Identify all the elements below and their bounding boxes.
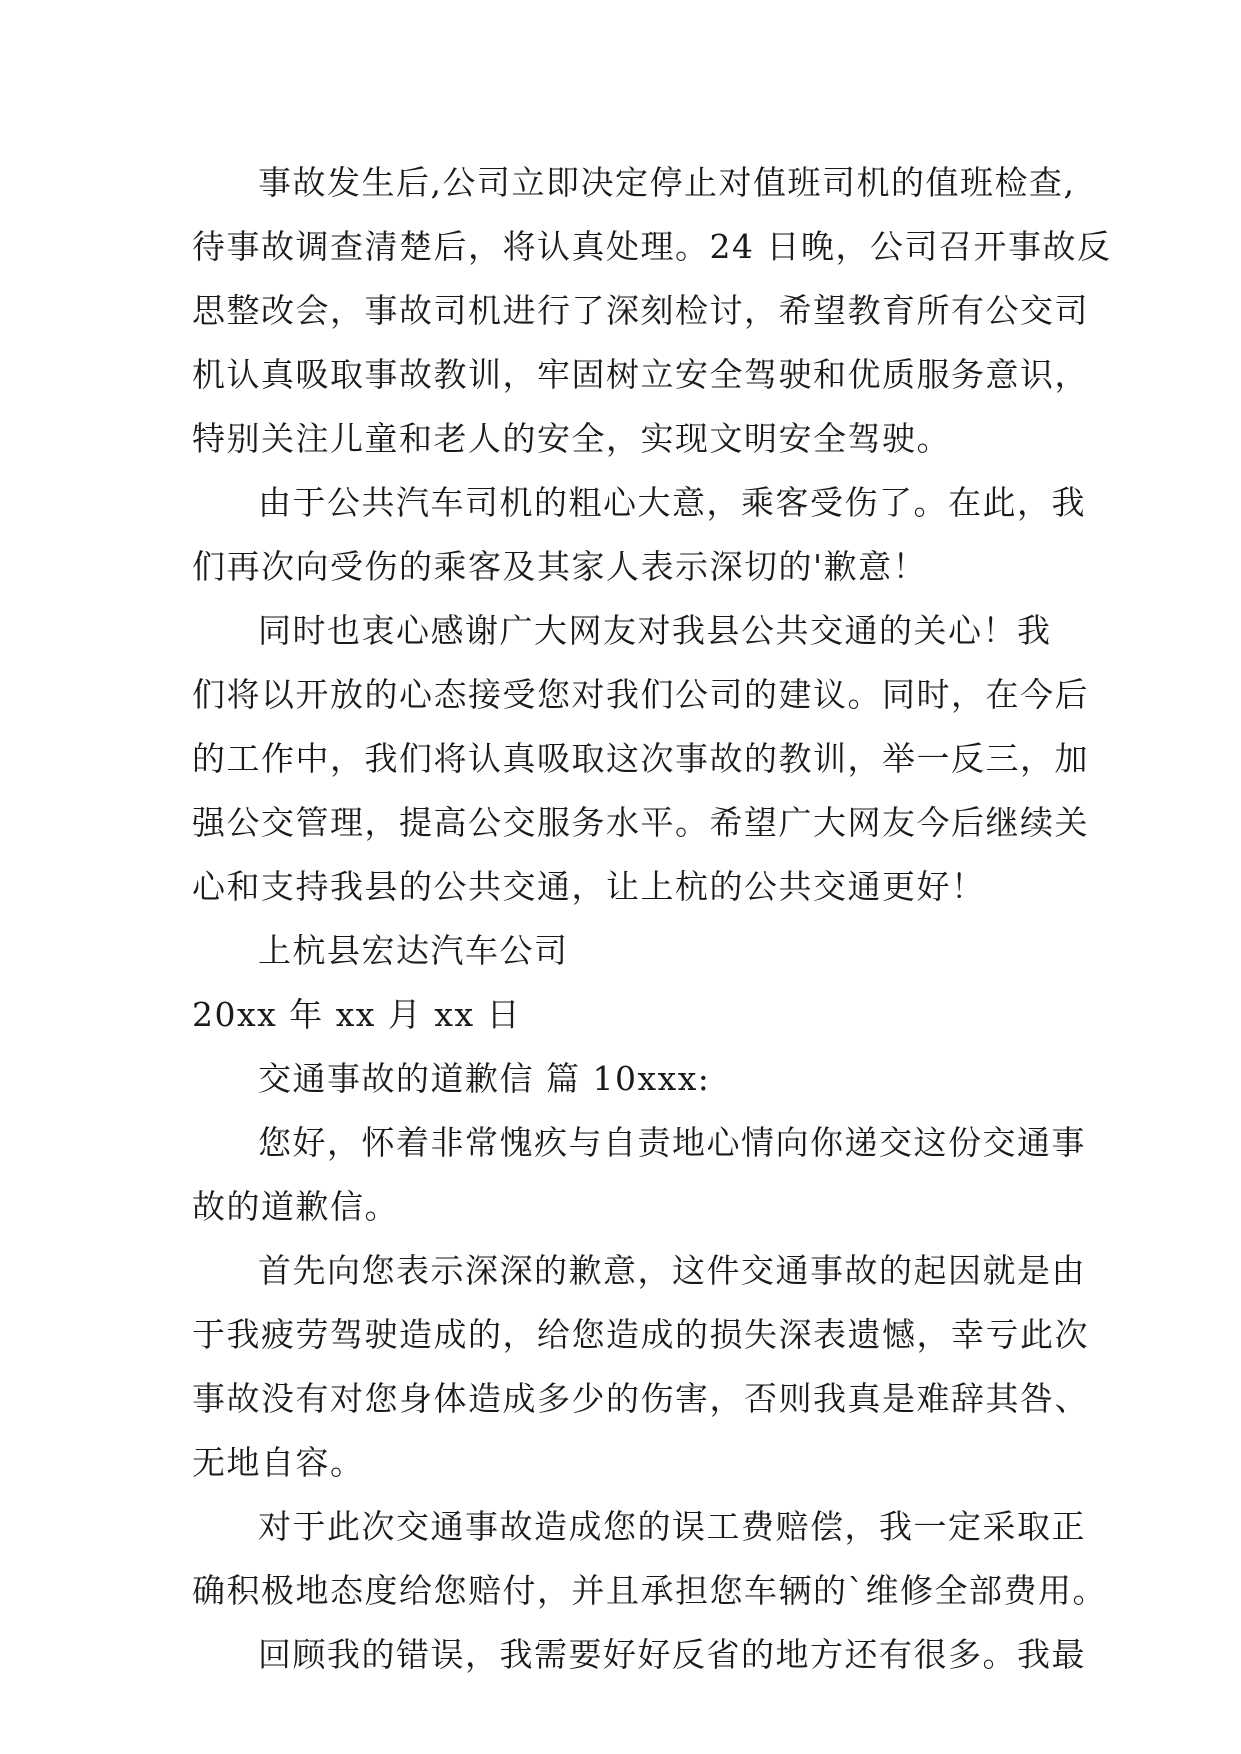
text-line: 的工作中，我们将认真吸取这次事故的教训，举一反三，加 bbox=[192, 739, 1089, 778]
text-line: 们将以开放的心态接受您对我们公司的建议。同时，在今后 bbox=[192, 675, 1089, 714]
text-line: 首先向您表示深深的歉意，这件交通事故的起因就是由 bbox=[258, 1251, 1086, 1290]
text-line: 事故没有对您身体造成多少的伤害，否则我真是难辞其咎、 bbox=[192, 1379, 1089, 1418]
signature-company: 上杭县宏达汽车公司 bbox=[258, 931, 569, 970]
text-line: 思整改会，事故司机进行了深刻检讨，希望教育所有公交司 bbox=[192, 291, 1089, 330]
signature-date: 20xx 年 xx 月 xx 日 bbox=[192, 995, 522, 1034]
text-line: 特别关注儿童和老人的安全，实现文明安全驾驶。 bbox=[192, 419, 951, 458]
text-line: 故的道歉信。 bbox=[192, 1187, 399, 1226]
text-line: 强公交管理，提高公交服务水平。希望广大网友今后继续关 bbox=[192, 803, 1089, 842]
text-line: 事故发生后,公司立即决定停止对值班司机的值班检查, bbox=[258, 163, 1076, 202]
text-line: 确积极地态度给您赔付，并且承担您车辆的`维修全部费用。 bbox=[192, 1571, 1107, 1610]
text-line: 们再次向受伤的乘客及其家人表示深切的'歉意！ bbox=[192, 547, 928, 586]
text-line: 回顾我的错误，我需要好好反省的地方还有很多。我最 bbox=[258, 1635, 1086, 1674]
text-line: 您好，怀着非常愧疚与自责地心情向你递交这份交通事 bbox=[258, 1123, 1086, 1162]
text-line: 机认真吸取事故教训，牢固树立安全驾驶和优质服务意识， bbox=[192, 355, 1089, 394]
text-line: 待事故调查清楚后，将认真处理。24 日晚，公司召开事故反 bbox=[192, 227, 1112, 266]
text-line: 由于公共汽车司机的粗心大意，乘客受伤了。在此，我 bbox=[258, 483, 1086, 522]
text-line: 同时也衷心感谢广大网友对我县公共交通的关心！我 bbox=[258, 611, 1052, 650]
section-heading: 交通事故的道歉信 篇 10xxx: bbox=[258, 1059, 711, 1098]
text-line: 对于此次交通事故造成您的误工费赔偿，我一定采取正 bbox=[258, 1507, 1086, 1546]
text-line: 心和支持我县的公共交通，让上杭的公共交通更好！ bbox=[192, 867, 986, 906]
text-line: 于我疲劳驾驶造成的，给您造成的损失深表遗憾，幸亏此次 bbox=[192, 1315, 1089, 1354]
text-line: 无地自容。 bbox=[192, 1443, 365, 1482]
